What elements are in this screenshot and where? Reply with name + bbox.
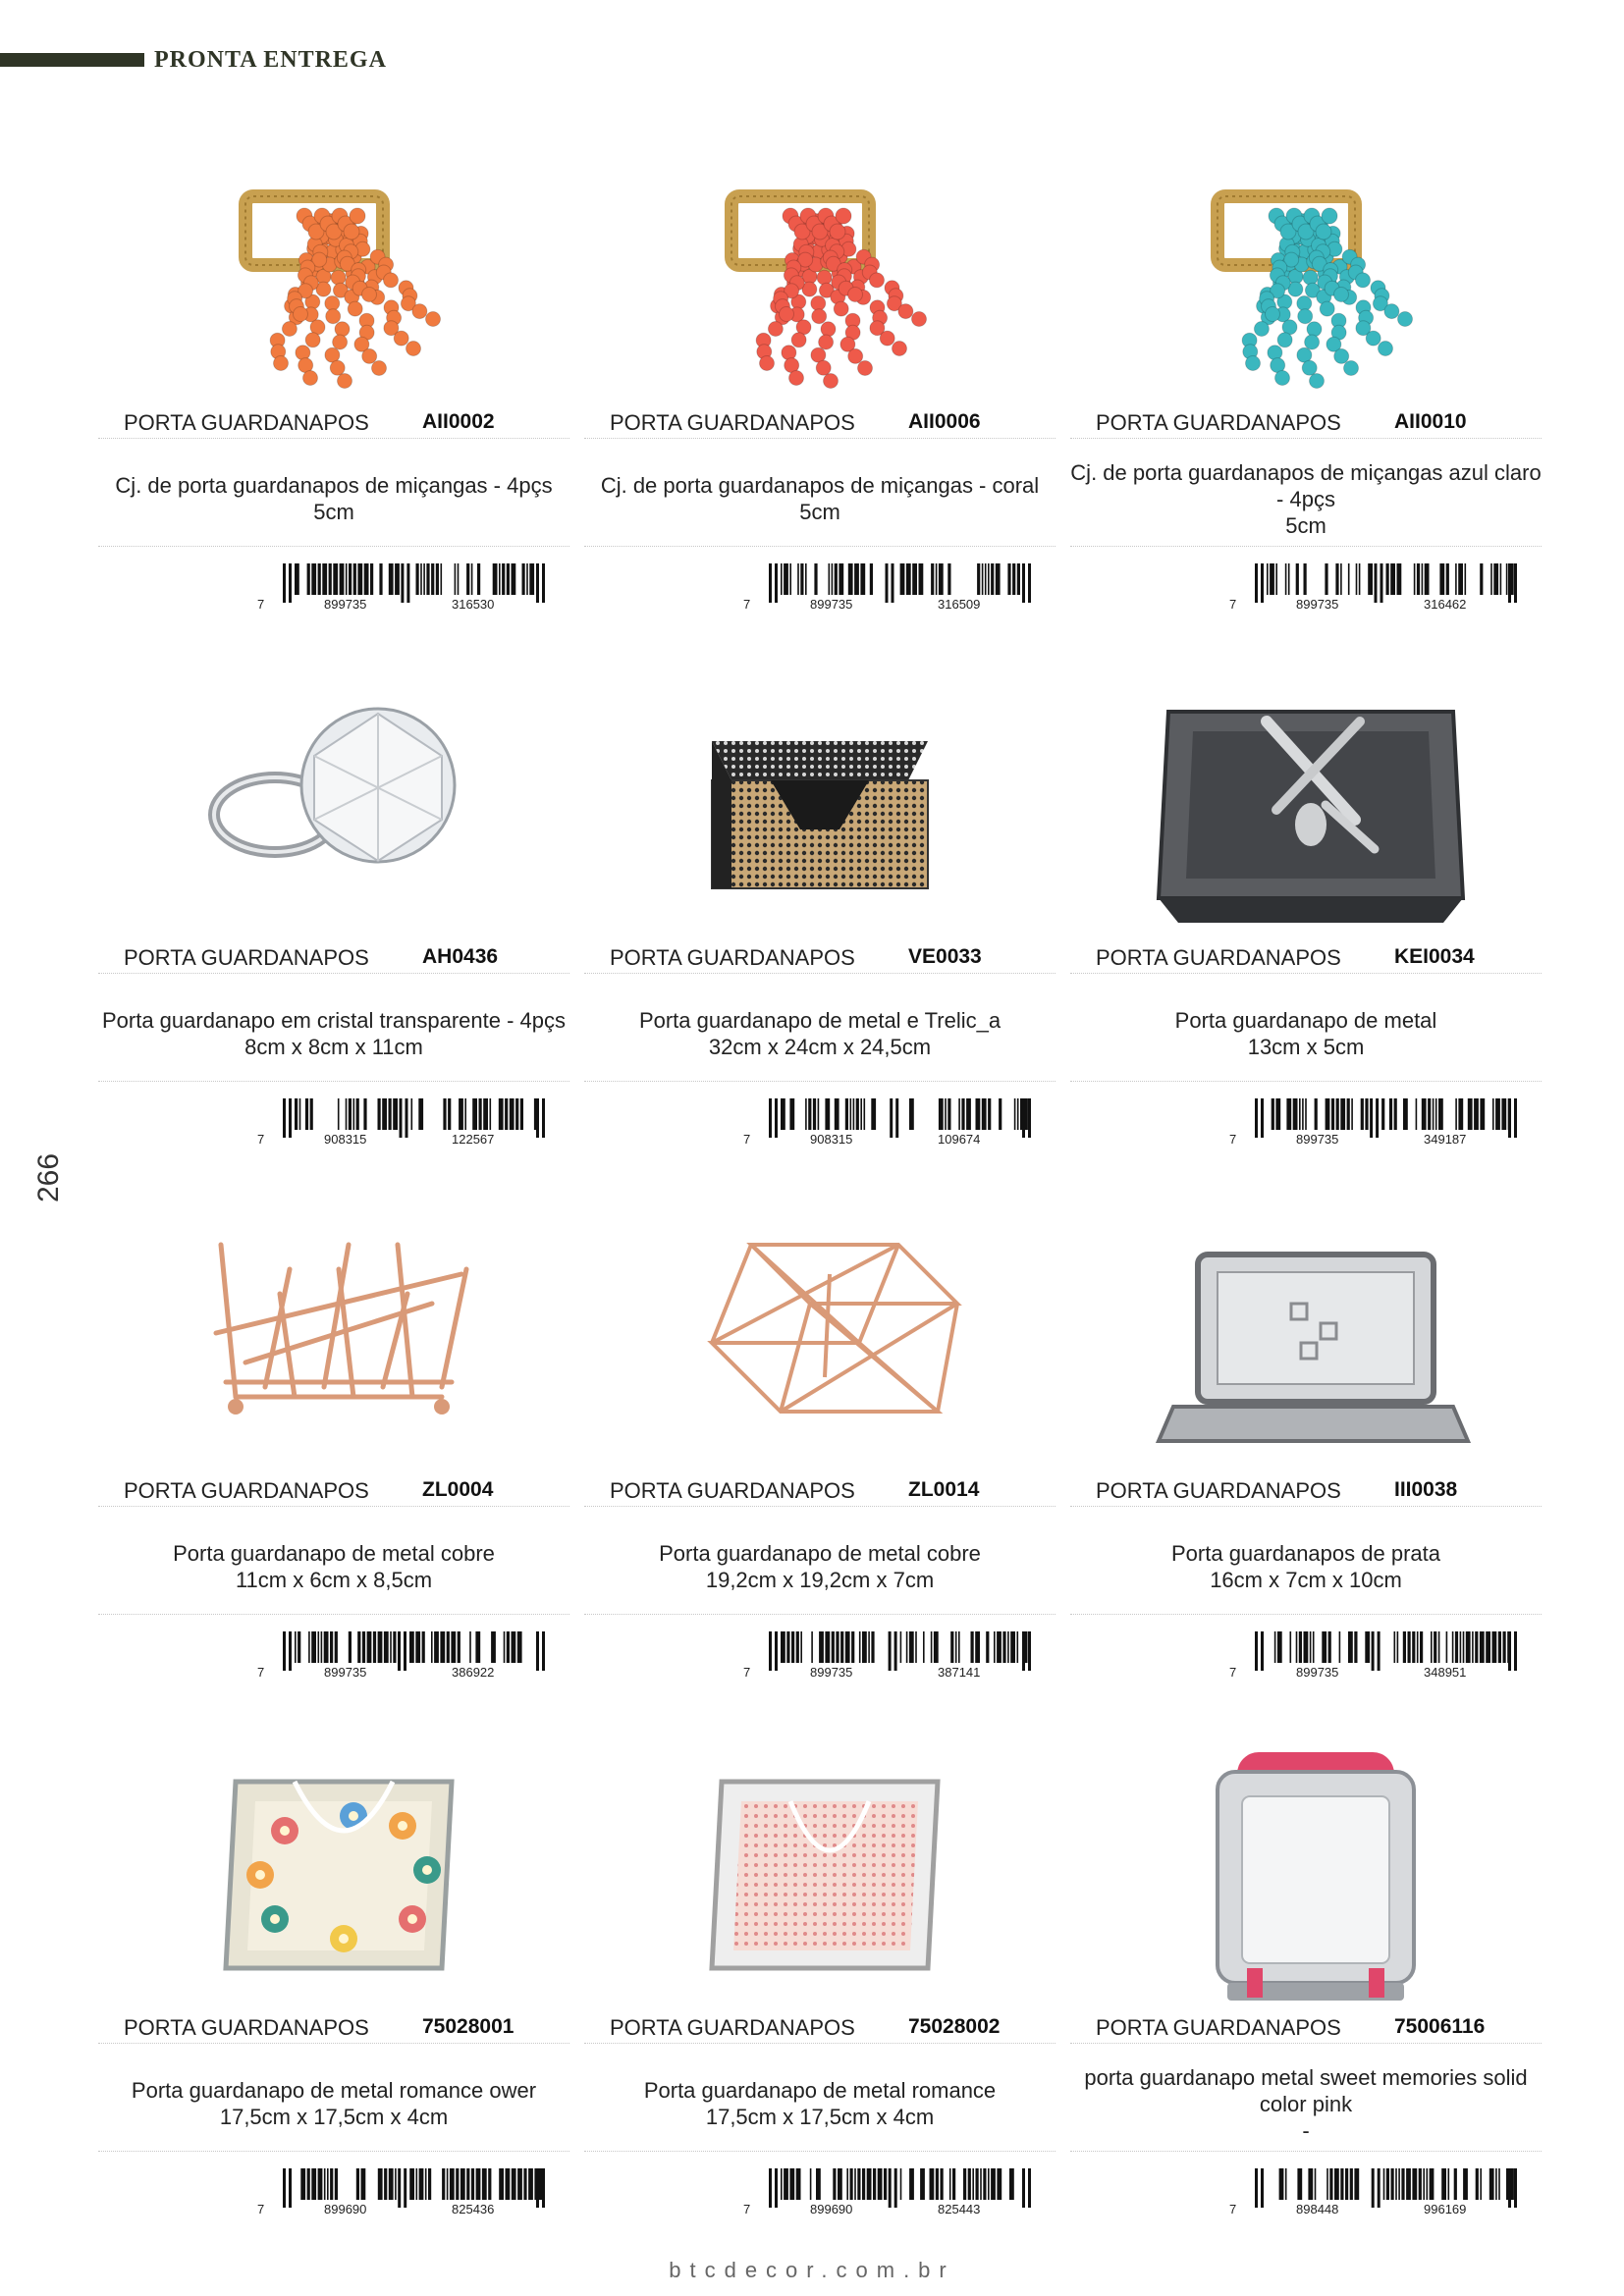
product-category: PORTA GUARDANAPOS bbox=[610, 2015, 855, 2040]
product-photo bbox=[1129, 653, 1483, 937]
barcode-right-digits: 316530 bbox=[452, 597, 495, 612]
product-card[interactable] bbox=[1070, 653, 1542, 1188]
barcode-lead-digit: 7 bbox=[1229, 1665, 1237, 1680]
barcode-right-digits: 996169 bbox=[1424, 2202, 1467, 2216]
pink-tray-icon bbox=[643, 1723, 997, 2007]
copper-cage-icon bbox=[643, 1186, 997, 1470]
product-category: PORTA GUARDANAPOS bbox=[610, 945, 855, 970]
product-card[interactable] bbox=[1070, 118, 1542, 653]
barcode-left-digits: 899735 bbox=[810, 1665, 853, 1680]
product-title-row bbox=[584, 1474, 1056, 1507]
product-description-line: Porta guardanapo de metal cobre bbox=[659, 1541, 981, 1566]
barcode-left-digits: 908315 bbox=[324, 1132, 367, 1147]
product-code: ZL0014 bbox=[908, 1478, 980, 1501]
product-description-line: Porta guardanapo de metal bbox=[1174, 1008, 1437, 1033]
product-code: AII0002 bbox=[422, 410, 495, 433]
product-category: PORTA GUARDANAPOS bbox=[124, 945, 369, 970]
barcode-icon bbox=[741, 1629, 1036, 1681]
product-category: PORTA GUARDANAPOS bbox=[1096, 410, 1341, 435]
mesh-box-icon bbox=[643, 653, 997, 937]
barcode-left-digits: 899735 bbox=[1296, 597, 1339, 612]
product-photo bbox=[157, 1186, 511, 1470]
barcode-left-digits: 899735 bbox=[810, 597, 853, 612]
product-barcode bbox=[255, 561, 550, 613]
barcode-lead-digit: 7 bbox=[743, 597, 751, 612]
product-description bbox=[98, 2056, 569, 2152]
beaded-ring-icon bbox=[643, 118, 997, 402]
product-description bbox=[98, 987, 569, 1082]
product-title-row bbox=[1070, 941, 1542, 974]
barcode-lead-digit: 7 bbox=[257, 1132, 265, 1147]
product-title-row bbox=[584, 406, 1056, 439]
product-barcode bbox=[1227, 1629, 1522, 1681]
product-photo bbox=[1129, 1186, 1483, 1470]
product-code: VE0033 bbox=[908, 945, 982, 968]
product-description bbox=[584, 2056, 1056, 2152]
product-description bbox=[584, 1520, 1056, 1615]
barcode-icon bbox=[255, 1096, 550, 1148]
product-photo bbox=[643, 1723, 997, 2007]
page-title: PRONTA ENTREGA bbox=[154, 47, 387, 73]
product-barcode bbox=[741, 1096, 1036, 1148]
barcode-lead-digit: 7 bbox=[257, 597, 265, 612]
barcode-lead-digit: 7 bbox=[743, 2202, 751, 2216]
product-code: ZL0004 bbox=[422, 1478, 494, 1501]
barcode-right-digits: 316509 bbox=[938, 597, 981, 612]
product-card[interactable] bbox=[584, 1723, 1056, 2258]
product-title-row bbox=[98, 2011, 569, 2044]
product-code: AII0010 bbox=[1394, 410, 1467, 433]
product-category: PORTA GUARDANAPOS bbox=[124, 410, 369, 435]
barcode-left-digits: 899690 bbox=[324, 2202, 367, 2216]
product-code: KEI0034 bbox=[1394, 945, 1475, 968]
barcode-right-digits: 316462 bbox=[1424, 597, 1467, 612]
product-code: 75028002 bbox=[908, 2015, 1001, 2038]
product-card[interactable] bbox=[1070, 1186, 1542, 1721]
metal-tray-icon bbox=[1129, 653, 1483, 937]
product-description bbox=[98, 452, 569, 547]
product-code: AH0436 bbox=[422, 945, 499, 968]
product-description-line: Porta guardanapo de metal romance ower bbox=[131, 2078, 537, 2103]
product-photo bbox=[1129, 118, 1483, 402]
barcode-icon bbox=[741, 1096, 1036, 1148]
product-category: PORTA GUARDANAPOS bbox=[610, 1478, 855, 1503]
product-description-line: 5cm bbox=[1285, 512, 1326, 538]
product-barcode bbox=[255, 1629, 550, 1681]
product-description-line: Porta guardanapo de metal romance bbox=[643, 2078, 997, 2103]
product-description bbox=[1070, 987, 1542, 1082]
product-photo bbox=[157, 1723, 511, 2007]
product-category: PORTA GUARDANAPOS bbox=[1096, 2015, 1341, 2040]
barcode-right-digits: 825436 bbox=[452, 2202, 495, 2216]
product-barcode bbox=[741, 2166, 1036, 2217]
product-description-line: 8cm x 8cm x 11cm bbox=[244, 1035, 423, 1059]
page-number-text: 266 bbox=[32, 1152, 65, 1203]
page-number bbox=[29, 1148, 69, 1207]
copper-rack-icon bbox=[157, 1186, 511, 1470]
product-photo bbox=[643, 1186, 997, 1470]
product-category: PORTA GUARDANAPOS bbox=[610, 410, 855, 435]
barcode-lead-digit: 7 bbox=[743, 1132, 751, 1147]
product-description-line: 17,5cm x 17,5cm x 4cm bbox=[705, 2105, 935, 2129]
product-photo bbox=[157, 653, 511, 937]
product-category: PORTA GUARDANAPOS bbox=[124, 1478, 369, 1503]
product-title-row bbox=[1070, 2011, 1542, 2044]
product-card[interactable] bbox=[98, 1723, 569, 2258]
silver-holder-icon bbox=[1129, 1186, 1483, 1470]
product-category: PORTA GUARDANAPOS bbox=[1096, 945, 1341, 970]
product-description-line: Porta guardanapos de prata bbox=[1171, 1541, 1440, 1566]
product-code: 75006116 bbox=[1394, 2015, 1486, 2038]
product-description-line: - bbox=[1302, 2117, 1310, 2143]
product-title-row bbox=[584, 941, 1056, 974]
barcode-icon bbox=[255, 561, 550, 613]
product-description bbox=[1070, 1520, 1542, 1615]
barcode-left-digits: 899735 bbox=[324, 1665, 367, 1680]
product-description-line: Porta guardanapo de metal cobre bbox=[173, 1541, 495, 1566]
barcode-left-digits: 898448 bbox=[1296, 2202, 1339, 2216]
product-category: PORTA GUARDANAPOS bbox=[124, 2015, 369, 2040]
product-photo bbox=[643, 653, 997, 937]
barcode-icon bbox=[255, 2166, 550, 2217]
footer-website: btcdecor.com.br bbox=[669, 2258, 955, 2282]
barcode-lead-digit: 7 bbox=[257, 1665, 265, 1680]
barcode-left-digits: 899735 bbox=[1296, 1132, 1339, 1147]
product-photo bbox=[1129, 1723, 1483, 2007]
product-description bbox=[584, 987, 1056, 1082]
product-photo bbox=[157, 118, 511, 402]
product-description bbox=[584, 452, 1056, 547]
product-photo bbox=[643, 118, 997, 402]
barcode-lead-digit: 7 bbox=[743, 1665, 751, 1680]
product-description-line: 32cm x 24cm x 24,5cm bbox=[708, 1035, 932, 1059]
barcode-lead-digit: 7 bbox=[1229, 1132, 1237, 1147]
barcode-icon bbox=[1227, 2166, 1522, 2217]
product-title-row bbox=[98, 1474, 569, 1507]
barcode-lead-digit: 7 bbox=[257, 2202, 265, 2216]
barcode-right-digits: 349187 bbox=[1424, 1132, 1467, 1147]
product-title-row bbox=[584, 2011, 1056, 2044]
dispenser-icon bbox=[1129, 1723, 1483, 2007]
product-code: 75028001 bbox=[422, 2015, 514, 2038]
product-description-line: 19,2cm x 19,2cm x 7cm bbox=[705, 1568, 935, 1592]
barcode-right-digits: 825443 bbox=[938, 2202, 981, 2216]
product-description-line: 16cm x 7cm x 10cm bbox=[1210, 1568, 1402, 1592]
product-description-line: Porta guardanapo em cristal transparente - 4pçs bbox=[101, 1008, 567, 1033]
barcode-left-digits: 899735 bbox=[1296, 1665, 1339, 1680]
barcode-icon bbox=[741, 561, 1036, 613]
product-description-line: 13cm x 5cm bbox=[1247, 1035, 1365, 1059]
barcode-right-digits: 387141 bbox=[938, 1665, 981, 1680]
barcode-right-digits: 386922 bbox=[452, 1665, 495, 1680]
product-card[interactable] bbox=[98, 653, 569, 1188]
product-card[interactable] bbox=[98, 1186, 569, 1721]
barcode-lead-digit: 7 bbox=[1229, 597, 1237, 612]
product-description bbox=[1070, 452, 1542, 547]
product-description-line: 5cm bbox=[799, 500, 840, 524]
product-card[interactable] bbox=[584, 653, 1056, 1188]
product-barcode bbox=[1227, 561, 1522, 613]
barcode-icon bbox=[741, 2166, 1036, 2217]
product-barcode bbox=[1227, 1096, 1522, 1148]
product-card[interactable] bbox=[1070, 1723, 1542, 2258]
barcode-icon bbox=[1227, 561, 1522, 613]
barcode-left-digits: 899735 bbox=[324, 597, 367, 612]
product-barcode bbox=[741, 561, 1036, 613]
product-description-line: 11cm x 6cm x 8,5cm bbox=[235, 1568, 433, 1592]
beaded-ring-icon bbox=[157, 118, 511, 402]
barcode-right-digits: 348951 bbox=[1424, 1665, 1467, 1680]
header-accent-bar bbox=[0, 53, 144, 67]
product-description-line: Cj. de porta guardanapos de miçangas - 4pçs bbox=[115, 473, 553, 498]
product-description-line: 5cm bbox=[313, 500, 354, 524]
product-title-row bbox=[98, 941, 569, 974]
product-barcode bbox=[255, 1096, 550, 1148]
product-code: AII0006 bbox=[908, 410, 981, 433]
barcode-right-digits: 109674 bbox=[938, 1132, 981, 1147]
product-code: III0038 bbox=[1394, 1478, 1458, 1501]
product-title-row bbox=[1070, 406, 1542, 439]
beaded-ring-icon bbox=[1129, 118, 1483, 402]
barcode-icon bbox=[255, 1629, 550, 1681]
barcode-lead-digit: 7 bbox=[1229, 2202, 1237, 2216]
product-description-line: porta guardanapo metal sweet memories solid color pink bbox=[1084, 2064, 1528, 2116]
floral-tray-icon bbox=[157, 1723, 511, 2007]
product-barcode bbox=[255, 2166, 550, 2217]
barcode-icon bbox=[1227, 1629, 1522, 1681]
product-description bbox=[1070, 2056, 1542, 2152]
barcode-left-digits: 899690 bbox=[810, 2202, 853, 2216]
crystal-ring-icon bbox=[157, 653, 511, 937]
barcode-icon bbox=[1227, 1096, 1522, 1148]
barcode-left-digits: 908315 bbox=[810, 1132, 853, 1147]
product-description-line: 17,5cm x 17,5cm x 4cm bbox=[219, 2105, 449, 2129]
product-barcode bbox=[741, 1629, 1036, 1681]
barcode-right-digits: 122567 bbox=[452, 1132, 495, 1147]
product-title-row bbox=[1070, 1474, 1542, 1507]
product-card[interactable] bbox=[584, 1186, 1056, 1721]
product-category: PORTA GUARDANAPOS bbox=[1096, 1478, 1341, 1503]
product-barcode bbox=[1227, 2166, 1522, 2217]
product-description-line: Cj. de porta guardanapos de miçangas - coral bbox=[600, 473, 1040, 498]
product-description bbox=[98, 1520, 569, 1615]
product-description-line: Cj. de porta guardanapos de miçangas azul claro - 4pçs bbox=[1070, 459, 1542, 511]
product-title-row bbox=[98, 406, 569, 439]
product-description-line: Porta guardanapo de metal e Trelic_a bbox=[638, 1008, 1001, 1033]
product-card[interactable] bbox=[584, 118, 1056, 653]
product-card[interactable] bbox=[98, 118, 569, 653]
